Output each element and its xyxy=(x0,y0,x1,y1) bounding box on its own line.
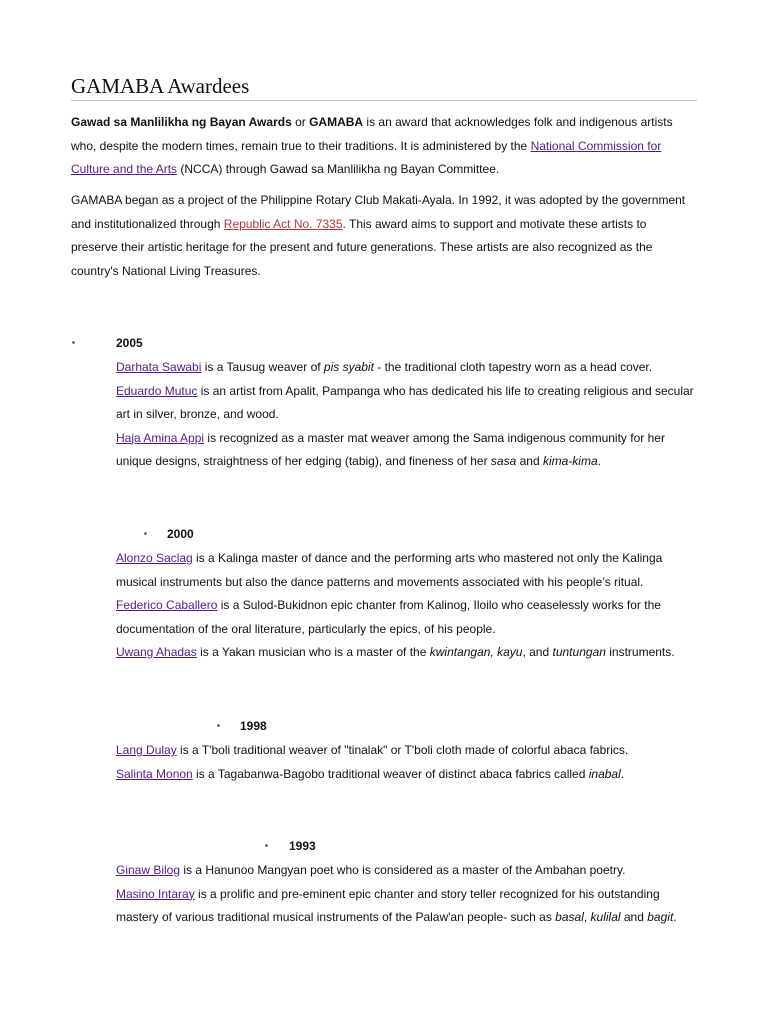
italic-term: inabal xyxy=(588,766,621,781)
republic-act-link[interactable]: Republic Act No. 7335 xyxy=(223,216,343,231)
entry-text: is a Hanunoo Mangyan poet who is considered as a master of the Ambahan poetry. xyxy=(180,863,626,877)
entry-text: instruments. xyxy=(605,645,675,659)
award-acronym: GAMABA xyxy=(309,115,364,129)
year-heading-1998: 1998 xyxy=(240,719,267,733)
bullet-icon: ▪ xyxy=(265,841,268,850)
awardee-name-link[interactable]: Federico Caballero xyxy=(116,598,218,612)
italic-term: kulilal xyxy=(590,910,621,924)
awardee-entry xyxy=(116,356,701,380)
entry-text: is a prolific and pre-eminent epic chanter and story teller recognized for his outstanding mastery of various traditional musical instruments of the Palaw'an people- such as xyxy=(116,886,660,924)
entries-1998 xyxy=(116,739,701,786)
ncca-link[interactable]: National Commission for Culture and the Arts xyxy=(71,138,662,176)
year-heading-1993: 1993 xyxy=(289,839,316,853)
entry-text: is recognized as a master mat weaver among the Sama indigenous community for her unique designs, straightness of her edging (tabig), and fineness of her xyxy=(116,430,665,468)
entry-text: . xyxy=(620,766,625,781)
award-name: Gawad sa Manlilikha ng Bayan Awards xyxy=(71,115,292,129)
italic-term: bagit xyxy=(647,910,674,924)
awardee-name-link[interactable]: Haja Amina Appi xyxy=(116,430,205,445)
entry-text: is a T'boli traditional weaver of "tinalak" or T'boli cloth made of colorful abaca fabrics. xyxy=(176,743,629,757)
awardee-name-link[interactable]: Lang Dulay xyxy=(116,743,177,757)
intro-paragraph: Gawad sa Manlilikha ng Bayan Awards or GAMABA is an award that acknowledges folk and indigenous artists who, despite the modern times, remain true to their traditions. It is administered by the National Commission for Culture and the Arts (NCCA) through Gawad sa Manlilikha ng Bayan Committee. xyxy=(71,115,673,176)
entry-text: , and xyxy=(522,645,553,659)
bullet-icon: ▪ xyxy=(217,721,220,730)
awardee-entry xyxy=(116,763,701,787)
entry-text: is a Tagabanwa-Bagobo traditional weaver of distinct abaca fabrics called xyxy=(192,766,589,781)
awardee-name-link[interactable]: Ginaw Bilog xyxy=(116,863,181,877)
entry-text: is a Kalinga master of dance and the performing arts who mastered not only the Kalinga musical instruments but also the dance patterns and movements associated with his people’s ritual. xyxy=(116,551,663,589)
awardee-entry xyxy=(116,427,701,474)
entry-text: is a Sulod-Bukidnon epic chanter from Kalinog, Iloilo who ceaselessly works for the documentation of the oral literature, particularly the epics, of his people. xyxy=(116,598,661,636)
entry-text: and xyxy=(516,454,543,468)
entry-text: . xyxy=(673,910,677,924)
italic-term: basal xyxy=(555,910,584,924)
awardee-name-link[interactable]: Salinta Monon xyxy=(116,766,193,781)
awardee-name-link[interactable]: Masino Intaray xyxy=(116,886,195,901)
entry-text: . xyxy=(597,454,601,468)
entries-2005 xyxy=(116,356,701,474)
italic-term: kwintangan, kayu xyxy=(429,645,523,659)
italic-term: pis syabit xyxy=(323,360,374,374)
entry-text: is an artist from Apalit, Pampanga who has dedicated his life to creating religious and secular art in silver, bronze, and wood. xyxy=(116,383,694,421)
awardee-name-link[interactable]: Darhata Sawabi xyxy=(116,360,202,374)
entry-text: and xyxy=(620,910,648,924)
awardee-entry xyxy=(116,594,701,641)
history-paragraph: GAMABA began as a project of the Philippine Rotary Club Makati-Ayala. In 1992, it was adopted by the government and institutionalized through Republic Act No. 7335. This award aims to support and motivate these artists to preserve their artistic heritage for the present and future generations. These artists are also recognized as the country's National Living Treasures. xyxy=(71,193,686,278)
awardee-name-link[interactable]: Alonzo Saclag xyxy=(116,551,193,565)
year-heading-2005: 2005 xyxy=(116,336,143,350)
entry-text: , xyxy=(583,910,591,924)
bullet-icon: ▪ xyxy=(144,529,147,538)
bullet-icon: ▪ xyxy=(72,338,75,347)
entries-2000 xyxy=(116,547,701,665)
awardee-entry xyxy=(116,739,701,763)
year-heading-2000: 2000 xyxy=(167,527,194,541)
italic-term: sasa xyxy=(490,454,517,468)
entries-1993 xyxy=(116,859,701,930)
entry-text: is a Yakan musician who is a master of the xyxy=(196,645,430,659)
awardee-entry xyxy=(116,859,701,883)
italic-term: kima-kima xyxy=(542,454,598,468)
awardee-entry xyxy=(116,883,701,930)
awardee-entry xyxy=(116,380,701,427)
entry-text: is a Tausug weaver of xyxy=(201,360,324,374)
awardee-name-link[interactable]: Uwang Ahadas xyxy=(116,645,197,659)
awardee-name-link[interactable]: Eduardo Mutuc xyxy=(116,383,198,398)
page-title: GAMABA Awardees xyxy=(71,74,697,101)
italic-term: tuntungan xyxy=(552,645,606,659)
entry-text: - the traditional cloth tapestry worn as a head cover. xyxy=(373,360,653,374)
awardee-entry xyxy=(116,641,701,665)
awardee-entry xyxy=(116,547,701,594)
